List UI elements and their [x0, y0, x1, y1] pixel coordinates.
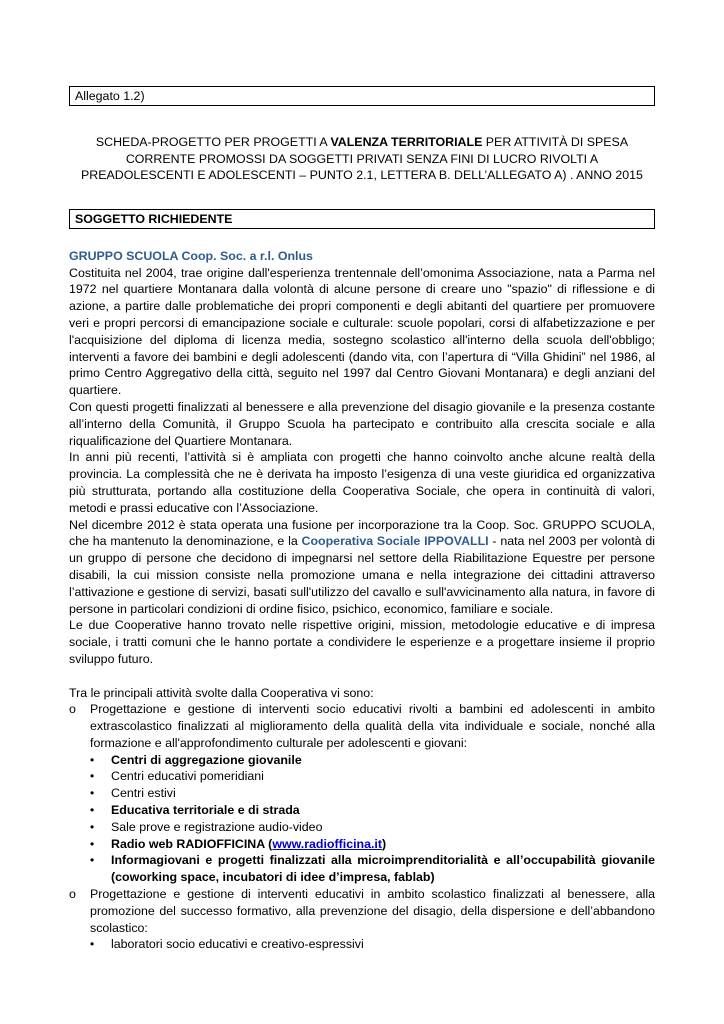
paragraph-2: Con questi progetti finalizzati al benessere e alla prevenzione del disagio giovanile e la presenza costante all’interno della Comunità, il Gruppo Scuola ha partecipato e contribuito alla crescita sociale e alla riqualificazione del Quartiere Montanara. [69, 399, 655, 448]
coop-ippovalli: Cooperativa Sociale IPPOVALLI [301, 534, 489, 549]
bullet-icon: • [90, 752, 95, 767]
paragraph-5: Le due Cooperative hanno trovato nelle rispettive origini, mission, metodologie educative e di impresa sociale, i tratti comuni che le hanno portate a condividere le esperienze e a progettare insieme il proprio sviluppo futuro. [69, 618, 655, 666]
allegato-label: Allegato 1.2) [75, 89, 145, 103]
activity-2 [69, 886, 655, 936]
section-header-box [69, 209, 655, 229]
title-part1: SCHEDA-PROGETTO PER PROGETTI A [95, 135, 331, 149]
activity-2-text: Progettazione e gestione di interventi educativi in ambito scolastico finalizzati al benessere, alla promozione del successo formativo, alla prevenzione del disagio, della dispersione e dell’abbandono scolastico: [90, 887, 655, 935]
bullet-icon: • [90, 819, 95, 834]
title-part2: PER ATTIVITÀ DI SPESA CORRENTE PROMOSSI DA SOGGETTI PRIVATI SENZA FINI DI LUCRO RIVOLTI A PREADOLESCENTI E ADOLESCENTI – PUNTO 2.1, LETTERA B. DELL’ALLEGATO A) . ANNO 2015 [81, 135, 643, 183]
activity-1-text: Progettazione e gestione di interventi socio educativi rivolti a bambini ed adolescenti in ambito extrascolastico finalizzati al miglioramento della qualità della vita individuale e sociale, nonché alla formazione e all'approfondimento culturale per adolescenti e giovani: [90, 702, 655, 750]
list-item-radio: • Radio web RADIOFFICINA (www.radiofficina.it) [90, 836, 387, 851]
radiofficina-link[interactable]: www.radiofficina.it [272, 836, 383, 851]
activity-1-list [69, 752, 655, 886]
paragraph-4 [69, 517, 655, 618]
bullet-icon: • [90, 786, 95, 801]
paragraph-1: Costituita nel 2004, trae origine dall'esperienza trentennale dell’omonima Associazione, nata a Parma nel 1972 nel quartiere Montanara dalla volontà di alcune persone di creare uno "spazio" di riflessione e di azione, a partire dalle problematiche dei propri componenti e degli abitanti del quartiere per promuovere veri e propri percorsi di emancipazione sociale e culturale: scuole popolari, corsi di alfabetizzazione e per l'acquisizione del diploma di licenza media, sostegno scolastico all'interno della scuola dell'obbligo; interventi a favore dei bambini e degli adolescenti (dando vita, con l’apertura di “Villa Ghidini” nel 1986, al primo Centro Aggregativo della città, seguito nel 1997 dal Centro Giovani Montanara) e degli anziani del quartiere. [69, 265, 655, 398]
list-item: • Sale prove e registrazione audio-video [90, 819, 323, 834]
bullet-icon: • [90, 769, 95, 784]
list-item: • Centri educativi pomeridiani [90, 769, 264, 784]
document-title [69, 134, 655, 184]
activity-1 [69, 701, 655, 751]
paragraph-3: In anni più recenti, l’attività si è ampliata con progetti che hanno coinvolto anche alcune realtà della provincia. La complessità che ne è derivata ha imposto l’esigenza di una veste giuridica ed organizzativa più strutturata, portando alla costituzione della Cooperativa Sociale, che opera in continuità di valori, metodi e prassi educative con l’Associazione. [69, 450, 655, 515]
section-header: SOGGETTO RICHIEDENTE [75, 211, 233, 226]
bullet-icon: • [90, 836, 95, 851]
list-item: • Informagiovani e progetti finalizzati alla microimprenditorialità e all’occupabilità giovanile (coworking space, incubatori di idee d’impresa, fablab) [90, 853, 655, 885]
list-item: • laboratori socio educativi e creativo-espressivi [90, 937, 364, 952]
list-marker: o [69, 702, 76, 717]
activity-2-list [69, 936, 655, 953]
list-item: • Centri estivi [90, 786, 176, 801]
paragraph-4-b: - nata nel 2003 per volontà di un gruppo di persone che decidono di impegnarsi nel settore della Riabilitazione Equestre per persone disabili, la cui mission consiste nella promozione umana e nella integrazione dei cittadini attraverso l’attivazione e gestione di servizi, basati sull'utilizzo del cavallo e sull'avvicinamento alla natura, in favore di persone in particolari condizioni di ordine fisico, psichico, economico, familiare e sociale. [69, 534, 656, 616]
bullet-icon: • [90, 853, 95, 868]
org-name: GRUPPO SCUOLA Coop. Soc. a r.l. Onlus [69, 248, 313, 263]
bullet-icon: • [90, 803, 95, 818]
allegato-box [69, 86, 655, 106]
list-item: • Educativa territoriale e di strada [90, 803, 300, 818]
title-bold: VALENZA TERRITORIALE [330, 135, 483, 149]
document-page [69, 86, 655, 953]
list-marker: o [69, 887, 76, 902]
list-item: • Centri di aggregazione giovanile [90, 752, 302, 767]
activities-intro: Tra le principali attività svolte dalla Cooperativa vi sono: [69, 685, 374, 700]
paragraph-4-a: Nel dicembre 2012 è stata operata una fusione per incorporazione tra la Coop. Soc. GRUPPO SCUOLA, che ha mantenuto la denominazione, e la [69, 517, 655, 549]
bullet-icon: • [90, 937, 95, 952]
